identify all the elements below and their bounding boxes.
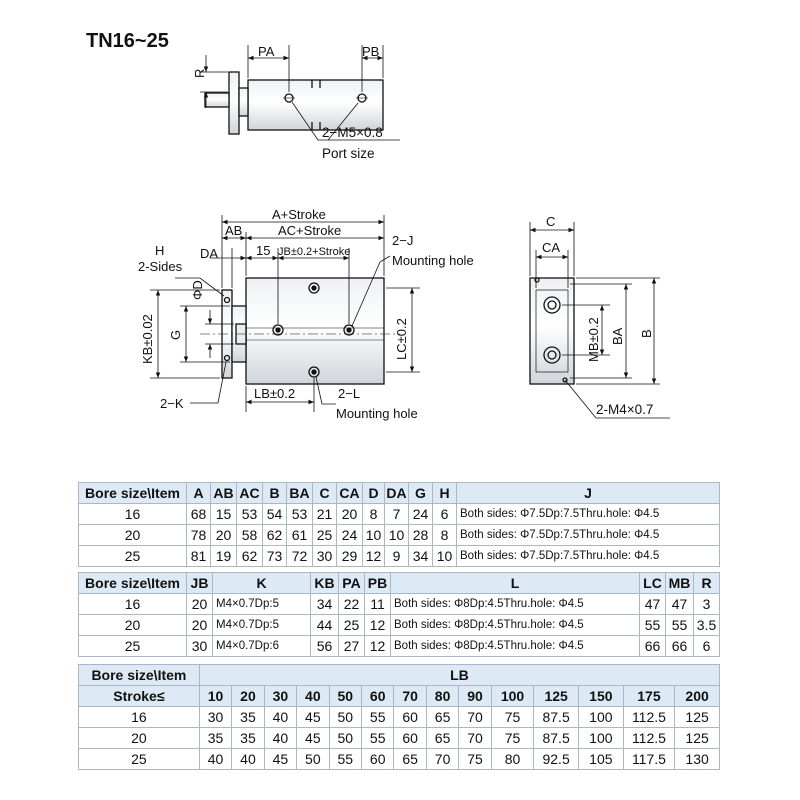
table-cell: 60 xyxy=(394,707,426,728)
table-row xyxy=(79,728,720,749)
table-cell: 20 xyxy=(79,728,200,749)
table-cell: 112.5 xyxy=(623,728,674,749)
stroke-cell: 30 xyxy=(264,686,296,707)
label-mb: MB±0.2 xyxy=(586,317,601,362)
header-cell: B xyxy=(263,483,287,504)
table-cell: 24 xyxy=(337,525,363,546)
stroke-cell: 10 xyxy=(199,686,231,707)
table-cell: 87.5 xyxy=(534,707,579,728)
spec-table-1 xyxy=(78,482,720,567)
header-cell: G xyxy=(409,483,433,504)
table-cell: 54 xyxy=(263,504,287,525)
table-cell: 78 xyxy=(187,525,211,546)
table-cell: 10 xyxy=(363,525,385,546)
table-cell: 20 xyxy=(211,525,237,546)
stroke-cell: 50 xyxy=(329,686,361,707)
table-cell: 25 xyxy=(339,615,365,636)
table-cell: 117.5 xyxy=(623,749,674,770)
table-cell: 12 xyxy=(363,546,385,567)
table-cell: 73 xyxy=(263,546,287,567)
label-port-size: Port size xyxy=(322,146,375,161)
table-cell: 50 xyxy=(329,728,361,749)
table-row xyxy=(79,749,720,770)
table-cell: Both sides: Φ8Dp:4.5Thru.hole: Φ4.5 xyxy=(391,636,640,657)
table-cell: 27 xyxy=(339,636,365,657)
stroke-header-row xyxy=(79,686,720,707)
table-cell: 16 xyxy=(79,594,187,615)
label-lc: LC±0.2 xyxy=(394,318,409,360)
header-cell: PA xyxy=(339,573,365,594)
label-kb: KB±0.02 xyxy=(140,314,155,364)
header-cell: Bore size\Item xyxy=(79,573,187,594)
table-cell: 55 xyxy=(640,615,666,636)
header-cell: AB xyxy=(211,483,237,504)
table-cell: 92.5 xyxy=(534,749,579,770)
table-cell: 65 xyxy=(394,749,426,770)
label-ac-stroke: AC+Stroke xyxy=(278,223,342,238)
table-cell: 81 xyxy=(187,546,211,567)
label-l: 2−L xyxy=(338,386,361,401)
table-cell: 8 xyxy=(363,504,385,525)
front-view xyxy=(150,215,420,412)
table-cell: 62 xyxy=(263,525,287,546)
label-h: H xyxy=(155,243,165,258)
label-h-sides: 2-Sides xyxy=(138,259,183,274)
label-ab: AB xyxy=(225,223,243,238)
stroke-cell: 200 xyxy=(675,686,720,707)
stroke-cell: 70 xyxy=(394,686,426,707)
table-cell: 55 xyxy=(666,615,694,636)
table-cell: 45 xyxy=(264,749,296,770)
label-jb: JB±0.2+Stroke xyxy=(278,246,351,258)
stroke-cell: 40 xyxy=(297,686,329,707)
table-cell: 61 xyxy=(287,525,313,546)
table-cell: 125 xyxy=(675,707,720,728)
label-ba: BA xyxy=(610,327,625,345)
table-cell: 28 xyxy=(409,525,433,546)
table-cell: 25 xyxy=(79,749,200,770)
table-cell: 100 xyxy=(578,707,623,728)
table-cell: 72 xyxy=(287,546,313,567)
table-cell: Both sides: Φ8Dp:4.5Thru.hole: Φ4.5 xyxy=(391,615,640,636)
table-cell: 66 xyxy=(666,636,694,657)
table-row xyxy=(79,615,720,636)
label-r: R xyxy=(192,68,207,78)
header-cell: Bore size\Item xyxy=(79,665,200,686)
table-cell: M4×0.7Dp:5 xyxy=(213,594,311,615)
table-cell: 87.5 xyxy=(534,728,579,749)
spec-table-2 xyxy=(78,572,720,657)
table-cell: M4×0.7Dp:6 xyxy=(213,636,311,657)
table-cell: 24 xyxy=(409,504,433,525)
table-cell: Both sides: Φ8Dp:4.5Thru.hole: Φ4.5 xyxy=(391,594,640,615)
table-cell: 30 xyxy=(199,707,231,728)
table-cell: 25 xyxy=(79,546,187,567)
drawing-title: TN16~25 xyxy=(86,30,169,52)
table-cell: 11 xyxy=(365,594,391,615)
label-port-thread: 2−M5×0.8 xyxy=(322,125,383,140)
table-row xyxy=(79,546,720,567)
header-cell: DA xyxy=(385,483,409,504)
table-row xyxy=(79,636,720,657)
table-cell: 112.5 xyxy=(623,707,674,728)
header-cell: CA xyxy=(337,483,363,504)
label-j-mounting: Mounting hole xyxy=(392,253,474,268)
table-cell: 130 xyxy=(675,749,720,770)
label-k: 2−K xyxy=(160,396,184,411)
header-cell: J xyxy=(457,483,720,504)
table-cell: 21 xyxy=(313,504,337,525)
table-cell: 6 xyxy=(433,504,457,525)
table-cell: 75 xyxy=(491,707,534,728)
table-cell: 35 xyxy=(199,728,231,749)
table-row xyxy=(79,707,720,728)
header-cell: LC xyxy=(640,573,666,594)
table-cell: 44 xyxy=(311,615,339,636)
table-cell: 10 xyxy=(385,525,409,546)
table-cell: 65 xyxy=(426,728,458,749)
table-cell: 35 xyxy=(232,707,264,728)
table-cell: 53 xyxy=(287,504,313,525)
table-cell: 20 xyxy=(79,615,187,636)
header-cell: H xyxy=(433,483,457,504)
table-cell: Both sides: Φ7.5Dp:7.5Thru.hole: Φ4.5 xyxy=(457,546,720,567)
table-cell: 47 xyxy=(666,594,694,615)
table-cell: 45 xyxy=(297,707,329,728)
header-cell: L xyxy=(391,573,640,594)
lb-stroke-table xyxy=(78,664,720,770)
table-header-row xyxy=(79,665,720,686)
table-cell: 80 xyxy=(491,749,534,770)
label-15: 15 xyxy=(256,243,271,258)
header-cell: K xyxy=(213,573,311,594)
table-row xyxy=(79,525,720,546)
label-d: ΦD xyxy=(190,280,205,300)
label-g: G xyxy=(168,329,183,340)
table-cell: 50 xyxy=(329,707,361,728)
table-cell: 45 xyxy=(297,728,329,749)
header-cell: BA xyxy=(287,483,313,504)
table-cell: 16 xyxy=(79,707,200,728)
table-cell: 60 xyxy=(362,749,394,770)
stroke-label: Stroke≤ xyxy=(79,686,200,707)
table-header-row xyxy=(79,573,720,594)
header-cell: MB xyxy=(666,573,694,594)
table-cell: 8 xyxy=(433,525,457,546)
table-cell: 22 xyxy=(339,594,365,615)
table-cell: 7 xyxy=(385,504,409,525)
label-da: DA xyxy=(200,246,219,261)
stroke-cell: 20 xyxy=(232,686,264,707)
header-cell: JB xyxy=(187,573,213,594)
table-cell: Both sides: Φ7.5Dp:7.5Thru.hole: Φ4.5 xyxy=(457,504,720,525)
table-cell: 68 xyxy=(187,504,211,525)
label-side-thread: 2-M4×0.7 xyxy=(596,402,654,417)
table-cell: Both sides: Φ7.5Dp:7.5Thru.hole: Φ4.5 xyxy=(457,525,720,546)
table-cell: 50 xyxy=(297,749,329,770)
table-cell: 16 xyxy=(79,504,187,525)
table-cell: 20 xyxy=(337,504,363,525)
table-cell: 25 xyxy=(79,636,187,657)
header-cell: AC xyxy=(237,483,263,504)
stroke-cell: 150 xyxy=(578,686,623,707)
table-cell: 53 xyxy=(237,504,263,525)
header-cell-lb: LB xyxy=(199,665,719,686)
table-header-row xyxy=(79,483,720,504)
table-cell: 70 xyxy=(459,707,491,728)
header-cell: R xyxy=(694,573,720,594)
stroke-cell: 175 xyxy=(623,686,674,707)
label-j: 2−J xyxy=(392,233,414,248)
table-cell: 47 xyxy=(640,594,666,615)
label-pa: PA xyxy=(258,44,275,59)
label-ca: CA xyxy=(542,240,561,255)
header-cell: KB xyxy=(311,573,339,594)
table-cell: 66 xyxy=(640,636,666,657)
table-cell: 20 xyxy=(187,594,213,615)
stroke-cell: 80 xyxy=(426,686,458,707)
stroke-cell: 60 xyxy=(362,686,394,707)
table-cell: 30 xyxy=(313,546,337,567)
label-pb: PB xyxy=(362,44,380,59)
table-cell: 10 xyxy=(433,546,457,567)
table-cell: 55 xyxy=(362,728,394,749)
header-cell: D xyxy=(363,483,385,504)
table-cell: 40 xyxy=(232,749,264,770)
table-row xyxy=(79,594,720,615)
table-cell: 40 xyxy=(199,749,231,770)
table-cell: 34 xyxy=(409,546,433,567)
table-cell: 19 xyxy=(211,546,237,567)
label-c: C xyxy=(546,214,556,229)
table-cell: 20 xyxy=(79,525,187,546)
table-cell: 12 xyxy=(365,636,391,657)
table-row xyxy=(79,504,720,525)
table-cell: 6 xyxy=(694,636,720,657)
table-cell: 70 xyxy=(426,749,458,770)
table-cell: 20 xyxy=(187,615,213,636)
table-cell: 30 xyxy=(187,636,213,657)
table-cell: 55 xyxy=(362,707,394,728)
table-cell: 65 xyxy=(426,707,458,728)
table-cell: 56 xyxy=(311,636,339,657)
stroke-cell: 100 xyxy=(491,686,534,707)
table-cell: 70 xyxy=(459,728,491,749)
table-cell: 15 xyxy=(211,504,237,525)
table-cell: 40 xyxy=(264,707,296,728)
header-cell: A xyxy=(187,483,211,504)
stroke-cell: 125 xyxy=(534,686,579,707)
table-cell: 3.5 xyxy=(694,615,720,636)
table-cell: 58 xyxy=(237,525,263,546)
table-cell: 100 xyxy=(578,728,623,749)
table-cell: 34 xyxy=(311,594,339,615)
label-a-stroke: A+Stroke xyxy=(272,207,326,222)
table-cell: 25 xyxy=(313,525,337,546)
table-cell: 12 xyxy=(365,615,391,636)
table-cell: 40 xyxy=(264,728,296,749)
label-l-mounting: Mounting hole xyxy=(336,406,418,421)
table-cell: M4×0.7Dp:5 xyxy=(213,615,311,636)
header-cell: Bore size\Item xyxy=(79,483,187,504)
table-cell: 125 xyxy=(675,728,720,749)
table-cell: 3 xyxy=(694,594,720,615)
stroke-cell: 90 xyxy=(459,686,491,707)
table-cell: 29 xyxy=(337,546,363,567)
label-lb: LB±0.2 xyxy=(254,386,296,401)
table-cell: 9 xyxy=(385,546,409,567)
table-cell: 35 xyxy=(232,728,264,749)
header-cell: PB xyxy=(365,573,391,594)
table-cell: 60 xyxy=(394,728,426,749)
table-cell: 105 xyxy=(578,749,623,770)
table-cell: 75 xyxy=(491,728,534,749)
table-cell: 75 xyxy=(459,749,491,770)
table-cell: 62 xyxy=(237,546,263,567)
table-cell: 55 xyxy=(329,749,361,770)
label-b: B xyxy=(639,329,654,338)
header-cell: C xyxy=(313,483,337,504)
